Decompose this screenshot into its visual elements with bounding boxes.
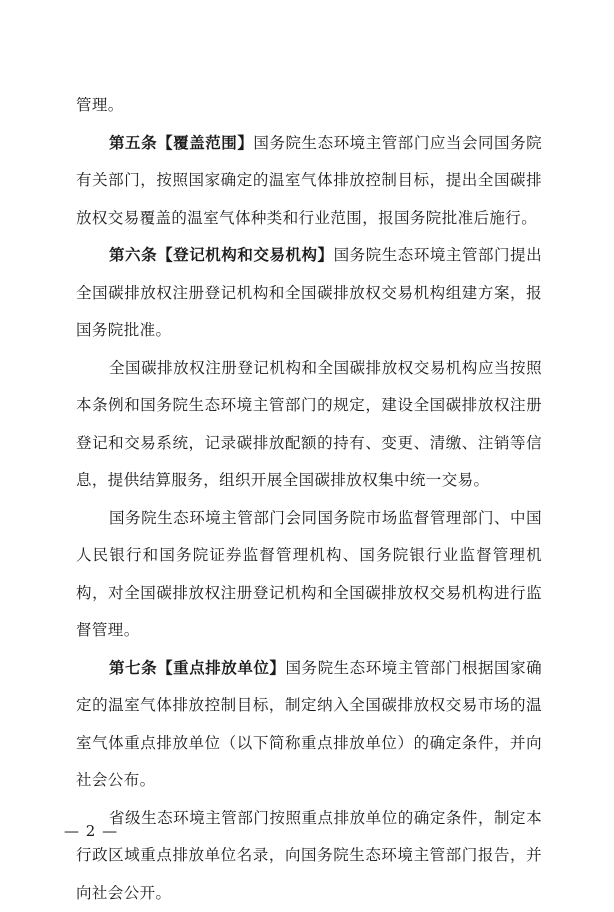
article-number: 第七条 (109, 659, 157, 677)
paragraph-text: 国务院生态环境主管部门会同国务院市场监督管理部门、中国人民银行和国务院证券监督管理机构、国务院银行业监督管理机构，对全国碳排放权注册登记机构和全国碳排放权交易机构进行监督管理。 (76, 509, 542, 640)
paragraph-text: 管理。 (76, 96, 124, 114)
paragraph-text: 省级生态环境主管部门按照重点排放单位的确定条件，制定本行政区域重点排放单位名录，向国务院生态环境主管部门报告，并向社会公开。 (76, 809, 542, 902)
article-heading: 【登记机构和交易机构】 (157, 246, 333, 264)
article-7-paragraph-2 (76, 800, 542, 912)
paragraph-text: 全国碳排放权注册登记机构和全国碳排放权交易机构应当按照本条例和国务院生态环境主管部门的规定，建设全国碳排放权注册登记和交易系统，记录碳排放配额的持有、变更、清缴、注销等信息，提供结算服务，组织开展全国碳排放权集中统一交易。 (76, 359, 542, 490)
article-6-paragraph (76, 237, 542, 350)
article-7-paragraph (76, 650, 542, 800)
article-6-paragraph-2 (76, 350, 542, 500)
paragraph-text: 国务院生态环境主管部门提出全国碳排放权注册登记机构和全国碳排放权交易机构组建方案，报国务院批准。 (76, 246, 542, 339)
article-heading: 【覆盖范围】 (157, 134, 253, 152)
document-body (76, 87, 542, 912)
article-number: 第五条 (109, 134, 157, 152)
paragraph-continuation (76, 87, 542, 125)
page-number: — 2 — (64, 822, 118, 840)
article-number: 第六条 (109, 246, 157, 264)
paragraph-text: 国务院生态环境主管部门根据国家确定的温室气体排放控制目标，制定纳入全国碳排放权交易市场的温室气体重点排放单位（以下简称重点排放单位）的确定条件，并向社会公布。 (76, 659, 542, 790)
article-5-paragraph (76, 125, 542, 238)
paragraph-text: 国务院生态环境主管部门应当会同国务院有关部门，按照国家确定的温室气体排放控制目标，提出全国碳排放权交易覆盖的温室气体种类和行业范围，报国务院批准后施行。 (76, 134, 542, 227)
article-6-paragraph-3 (76, 500, 542, 650)
article-heading: 【重点排放单位】 (157, 659, 285, 677)
